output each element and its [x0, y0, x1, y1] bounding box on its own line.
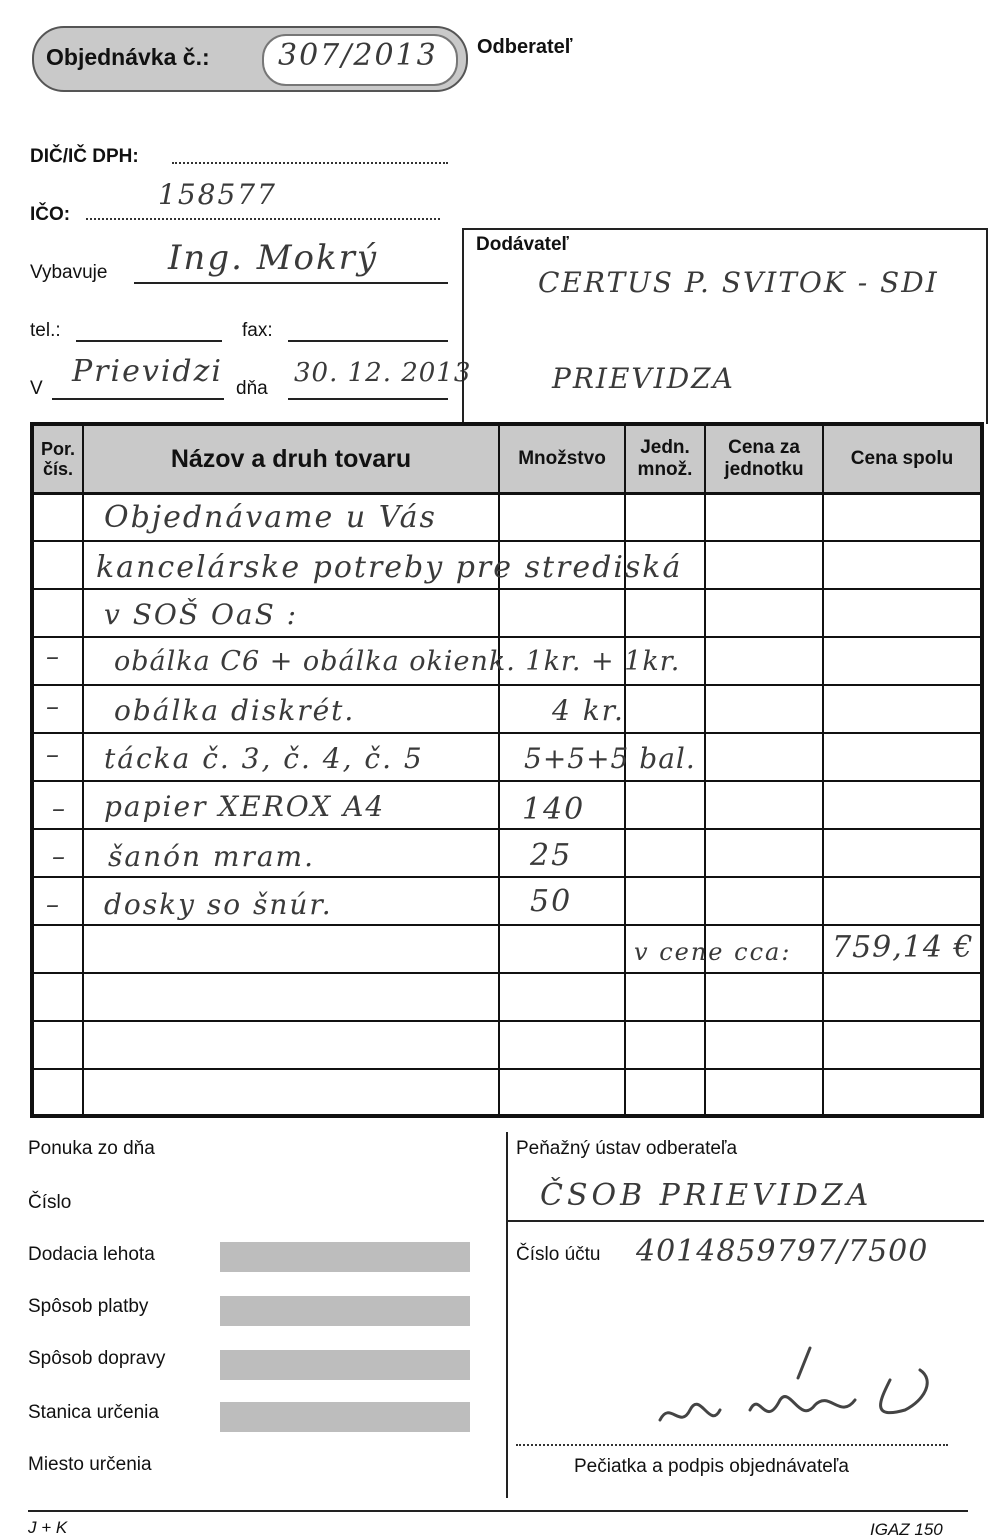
- table-row-quantity: 50: [530, 884, 573, 919]
- signature-line[interactable]: [516, 1444, 948, 1446]
- footer-form-code: IGAZ 150: [870, 1520, 943, 1539]
- total-label: v cene cca:: [634, 938, 792, 966]
- col-divider: [498, 426, 500, 1114]
- row-divider: [34, 780, 980, 782]
- table-row-text: obálka diskrét.: [114, 694, 356, 727]
- payment-method-field[interactable]: [220, 1296, 470, 1326]
- table-row-quantity: 5+5+5 bal.: [524, 742, 696, 775]
- vybavuje-label: Vybavuje: [30, 262, 108, 283]
- row-divider: [34, 1020, 980, 1022]
- table-row-number: –: [46, 890, 61, 920]
- row-divider: [34, 876, 980, 878]
- row-divider: [34, 972, 980, 974]
- transport-method-label: Spôsob dopravy: [28, 1348, 166, 1369]
- col-divider: [822, 426, 824, 1114]
- supplier-name: CERTUS P. SVITOK - SDI: [538, 266, 939, 299]
- date-value: 30. 12. 2013: [294, 358, 472, 388]
- col-header-number: Por. čís.: [40, 439, 75, 479]
- footer-left-code: J + K: [28, 1518, 68, 1537]
- table-row-text: tácka č. 3, č. 4, č. 5: [104, 742, 424, 775]
- table-row-text: dosky so šnúr.: [104, 888, 333, 921]
- table-row-number: –: [46, 692, 61, 722]
- table-row-number: –: [52, 842, 67, 872]
- buyer-label: Odberateľ: [477, 36, 573, 58]
- payment-method-label: Spôsob platby: [28, 1296, 149, 1317]
- row-divider: [34, 540, 980, 542]
- place-value: Prievidzi: [72, 354, 224, 389]
- fax-field[interactable]: [288, 340, 448, 342]
- date-field[interactable]: [288, 398, 448, 400]
- row-divider: [34, 1068, 980, 1070]
- col-divider: [82, 426, 84, 1114]
- col-header-name: Názov a druh tovaru: [170, 444, 412, 473]
- table-row-number: –: [52, 794, 67, 824]
- table-row-text: Objednávame u Vás: [104, 500, 437, 535]
- table-row-quantity: 25: [530, 838, 573, 873]
- row-divider: [34, 828, 980, 830]
- supplier-city: PRIEVIDZA: [552, 362, 735, 395]
- place-field[interactable]: [52, 398, 224, 400]
- offer-date-label: Ponuka zo dňa: [28, 1138, 155, 1159]
- transport-method-field[interactable]: [220, 1350, 470, 1380]
- table-row-text: obálka C6 + obálka okienk. 1kr. + 1kr.: [114, 646, 681, 677]
- col-header-unit-price: Cena za jednotku: [724, 437, 804, 480]
- tel-label: tel.:: [30, 320, 61, 341]
- row-divider: [34, 924, 980, 926]
- delivery-term-field[interactable]: [220, 1242, 470, 1272]
- bank-label: Peňažný ústav odberateľa: [516, 1138, 738, 1159]
- ico-field[interactable]: [86, 218, 440, 220]
- place-label: V: [30, 378, 43, 399]
- delivery-term-label: Dodacia lehota: [28, 1244, 155, 1265]
- order-number-value: 307/2013: [278, 38, 438, 73]
- table-row-quantity: 140: [522, 792, 586, 827]
- col-divider: [704, 426, 706, 1114]
- row-divider: [34, 636, 980, 638]
- account-value: 4014859797/7500: [636, 1234, 929, 1269]
- table-row-text: papier XEROX A4: [104, 790, 386, 823]
- destination-station-label: Stanica určenia: [28, 1402, 159, 1423]
- destination-station-field[interactable]: [220, 1402, 470, 1432]
- order-number-label: Objednávka č.:: [46, 44, 210, 70]
- vybavuje-value: Ing. Mokrý: [168, 238, 379, 278]
- total-value: 759,14 €: [832, 930, 974, 965]
- row-divider: [34, 588, 980, 590]
- table-row-text: kancelárske potreby pre strediská: [96, 550, 683, 585]
- table-row-text: v SOŠ OaS :: [104, 598, 299, 631]
- col-header-unit: Jedn. množ.: [637, 437, 693, 480]
- bank-divider: [508, 1220, 984, 1222]
- dic-field[interactable]: [172, 162, 448, 164]
- table-row-quantity: 4 kr.: [552, 694, 625, 727]
- bank-value: ČSOB PRIEVIDZA: [540, 1178, 873, 1213]
- signature-scribble: [640, 1340, 940, 1440]
- table-row-number: –: [46, 642, 61, 672]
- bottom-divider: [506, 1132, 508, 1498]
- col-header-quantity: Množstvo: [518, 448, 606, 469]
- row-divider: [34, 684, 980, 686]
- offer-number-label: Číslo: [28, 1192, 72, 1213]
- supplier-label: Dodávateľ: [476, 234, 569, 255]
- account-label: Číslo účtu: [516, 1244, 601, 1265]
- table-row-number: –: [46, 740, 61, 770]
- col-header-total-price: Cena spolu: [850, 448, 954, 469]
- vybavuje-field[interactable]: [134, 282, 448, 284]
- date-label: dňa: [236, 378, 268, 399]
- table-row-text: šanón mram.: [108, 840, 315, 873]
- fax-label: fax:: [242, 320, 273, 341]
- dic-label: DIČ/IČ DPH:: [30, 146, 139, 167]
- destination-place-label: Miesto určenia: [28, 1454, 152, 1475]
- signature-label: Pečiatka a podpis objednávateľa: [574, 1456, 849, 1477]
- ico-value: 158577: [158, 178, 277, 211]
- row-divider: [34, 732, 980, 734]
- tel-field[interactable]: [76, 340, 222, 342]
- ico-label: IČO:: [30, 204, 71, 225]
- footer-divider: [28, 1510, 968, 1512]
